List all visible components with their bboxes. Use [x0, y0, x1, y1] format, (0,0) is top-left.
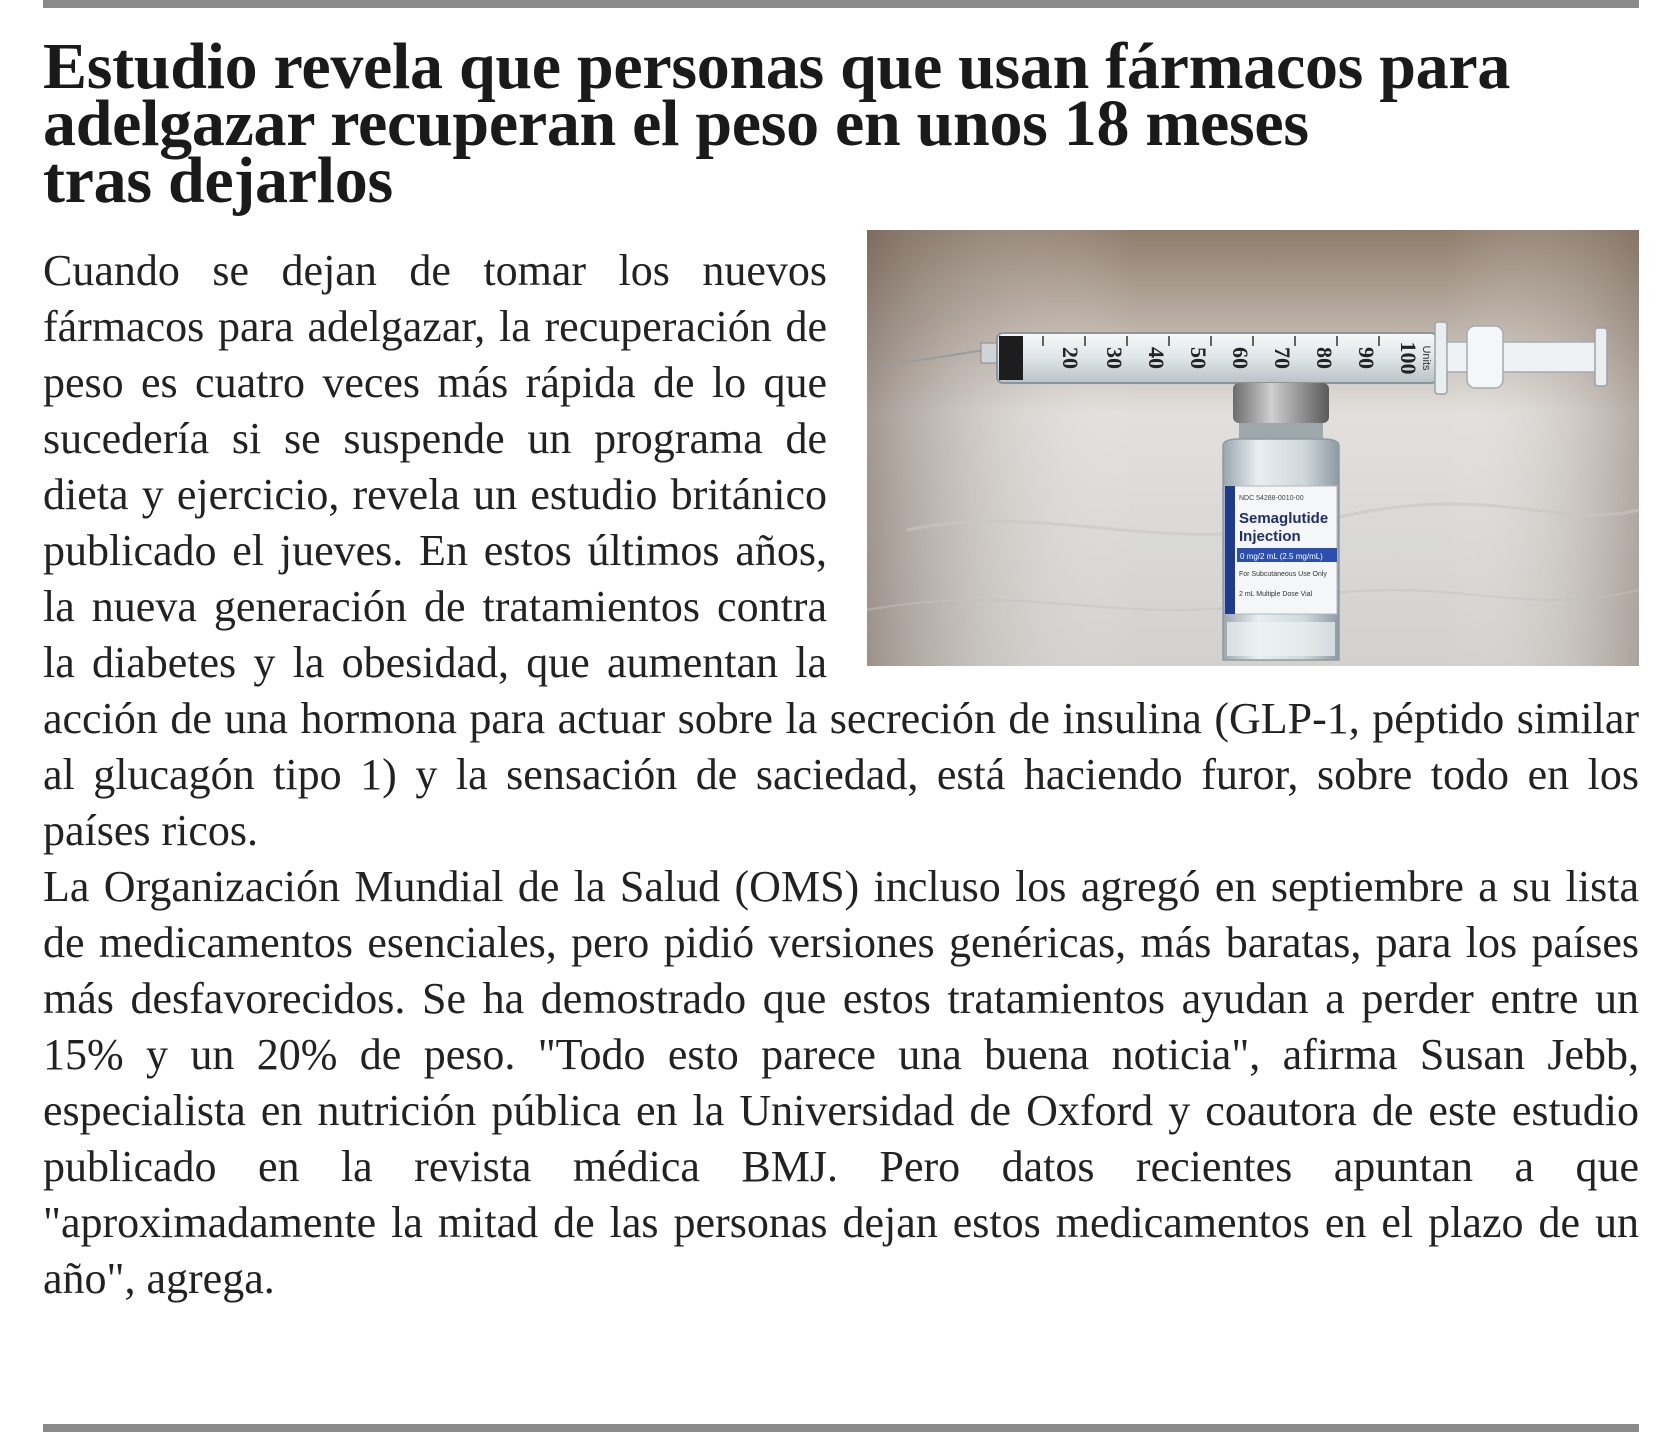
- paragraph-1: Cuando se dejan de tomar los nuevos fármacos para adelgazar, la recuperación de peso es cuatro veces más rápida de lo que sucedería si se suspende un programa de dieta y ejercicio, revela un estudio británico publicado el jueves. En estos últimos años, la nueva generación de tratamientos contra la diabetes y la obesidad, que aumentan la acción de una hormona para actuar sobre la secreción de insulina (GLP-1, péptido similar al glucagón tipo 1) y la sensación de saciedad, está haciendo furor, sobre todo en los países ricos.: [43, 246, 1639, 855]
- unit-80: 80: [1312, 347, 1337, 369]
- unit-90: 90: [1354, 347, 1379, 369]
- article-photo: [867, 230, 1639, 666]
- unit-20: 20: [1058, 347, 1083, 369]
- bottom-rule: [43, 1424, 1639, 1432]
- top-rule: [43, 0, 1639, 8]
- unit-60: 60: [1228, 347, 1253, 369]
- vial-multi: 2 mL Multiple Dose Vial: [1239, 591, 1313, 598]
- vial-ndc: NDC 54288-0010-00: [1239, 495, 1304, 502]
- vial-dose: 0 mg/2 mL (2.5 mg/mL): [1240, 552, 1323, 561]
- headline-line-2: adelgazar recuperan el peso en unos 18 meses: [43, 87, 1309, 160]
- article-body: [43, 243, 1639, 1307]
- headline-line-1: Estudio revela que personas que usan fármacos para: [43, 30, 1511, 103]
- headline-line-3: tras dejarlos: [43, 144, 393, 217]
- syringe-vial-photo: [867, 230, 1639, 666]
- paragraph-2: La Organización Mundial de la Salud (OMS) incluso los agregó en septiembre a su lista de medicamentos esenciales, pero pidió versiones genéricas, más baratas, para los países más desfavorecidos. Se ha demostrado que estos tratamientos ayudan a perder entre un 15% y un 20% de peso. "Todo esto parece una buena noticia", afirma Susan Jebb, especialista en nutrición pública en la Universidad de Oxford y coautora de este estudio publicado en la revista médica BMJ. Pero datos recientes apuntan a que "aproximadamente la mitad de las personas dejan estos medicamentos en el plazo de un año", agrega.: [43, 862, 1639, 1303]
- unit-70: 70: [1270, 347, 1295, 369]
- unit-40: 40: [1144, 347, 1169, 369]
- vial-product: Injection: [1239, 528, 1301, 545]
- vial-route: For Subcutaneous Use Only: [1239, 571, 1327, 578]
- headline: [43, 30, 1653, 217]
- vial-brand: Semaglutide: [1239, 510, 1329, 527]
- unit-30: 30: [1102, 347, 1127, 369]
- unit-label: Units: [1420, 345, 1432, 371]
- unit-50: 50: [1186, 347, 1211, 369]
- unit-100: 100: [1396, 341, 1421, 375]
